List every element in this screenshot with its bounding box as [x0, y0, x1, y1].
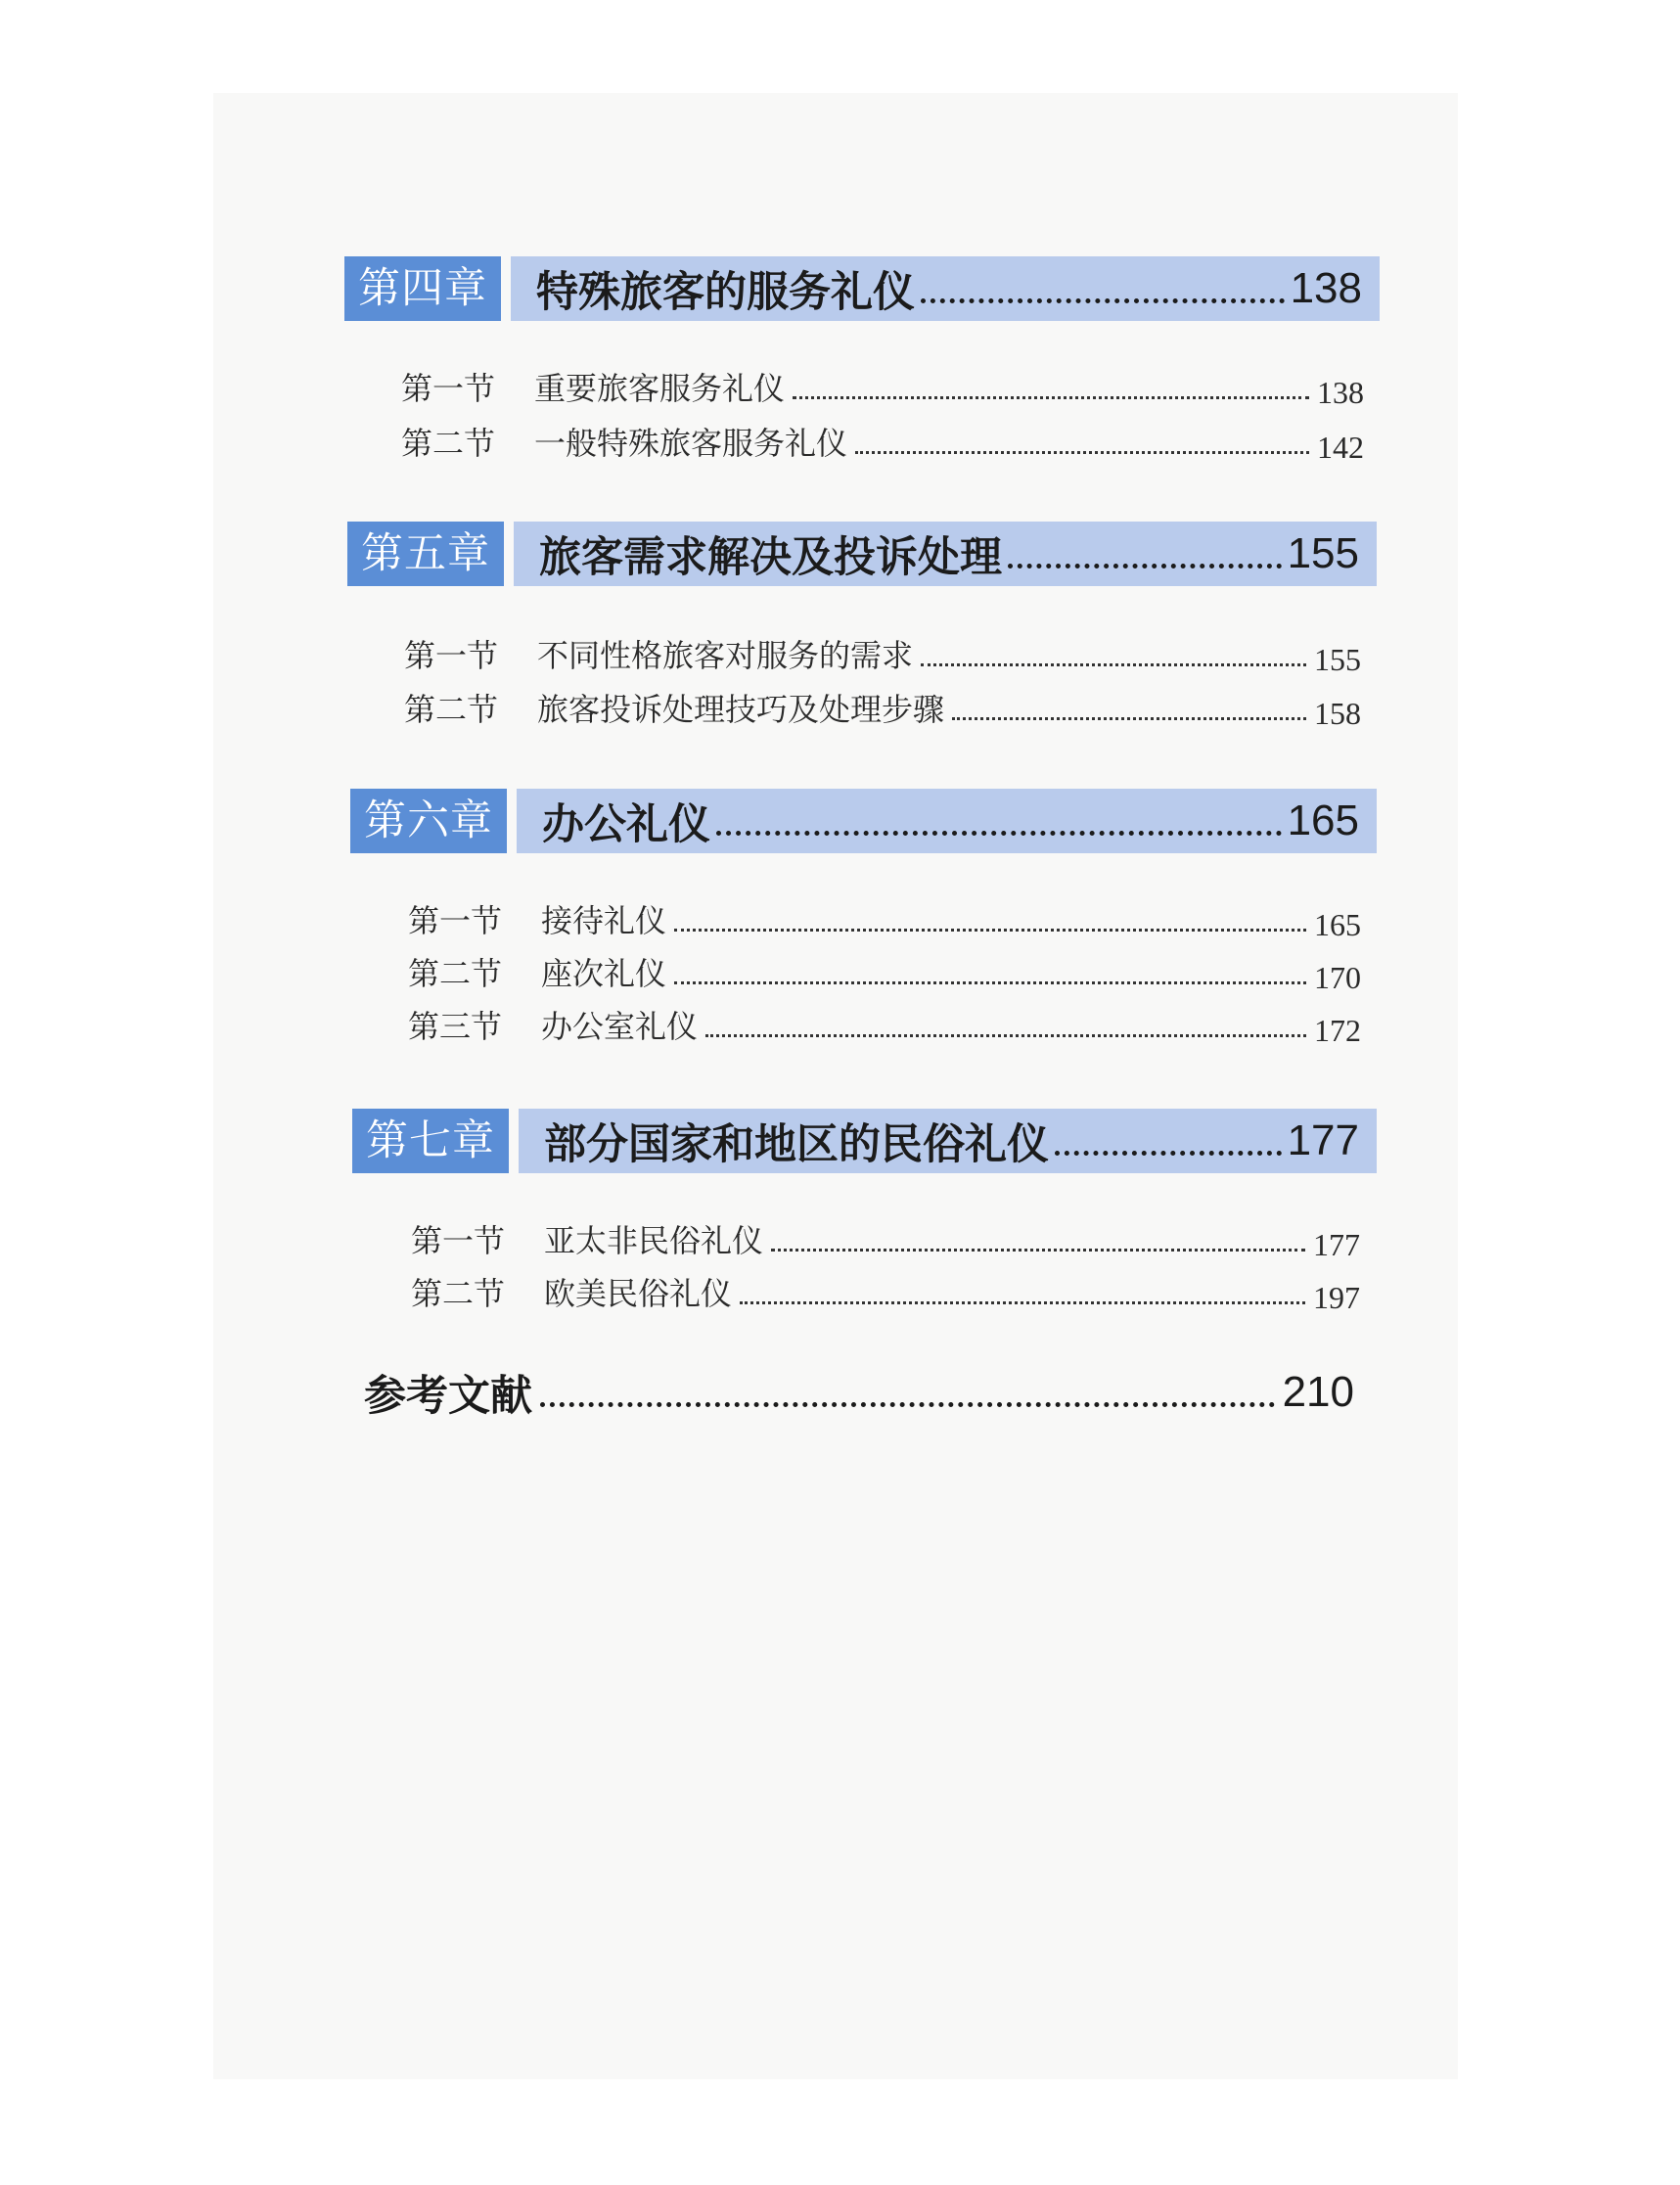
section-number: 第一节	[401, 370, 496, 407]
section-title: 不同性格旅客对服务的需求	[537, 637, 914, 674]
section-title: 一般特殊旅客服务礼仪	[534, 425, 848, 462]
chapter-label: 第四章	[344, 256, 501, 321]
dot-leader	[1055, 1151, 1282, 1156]
section-page-number: 165	[1314, 906, 1361, 942]
dot-leader	[705, 1034, 1306, 1037]
section-page-number: 138	[1317, 374, 1364, 410]
chapter-label: 第六章	[350, 789, 507, 853]
chapter-title: 特殊旅客的服务礼仪	[536, 267, 915, 317]
section-entry[interactable]	[401, 364, 1364, 409]
chapter-title: 办公礼仪	[542, 799, 710, 849]
dot-leader	[921, 663, 1306, 666]
section-entry[interactable]	[408, 896, 1361, 941]
section-title: 旅客投诉处理技巧及处理步骤	[537, 691, 945, 728]
section-page-number: 197	[1313, 1279, 1360, 1315]
section-number: 第二节	[411, 1275, 506, 1312]
references-title: 参考文献	[364, 1371, 532, 1421]
chapter-5-heading[interactable]	[347, 522, 1377, 586]
chapter-label: 第五章	[347, 522, 504, 586]
chapter-title: 部分国家和地区的民俗礼仪	[544, 1119, 1049, 1169]
references-page-number: 210	[1282, 1368, 1354, 1416]
references-entry[interactable]	[364, 1362, 1354, 1423]
chapter-4-heading[interactable]	[344, 256, 1380, 321]
chapter-title-bar	[519, 1109, 1377, 1173]
dot-leader	[674, 929, 1306, 932]
section-title: 座次礼仪	[541, 955, 667, 992]
chapter-page-number: 138	[1290, 264, 1362, 312]
section-entry[interactable]	[404, 631, 1361, 676]
section-title: 办公室礼仪	[541, 1008, 699, 1045]
dot-leader	[740, 1301, 1305, 1304]
section-entry[interactable]	[404, 685, 1361, 730]
chapter-label: 第七章	[352, 1109, 509, 1173]
section-number: 第一节	[404, 637, 499, 674]
section-title: 欧美民俗礼仪	[544, 1275, 733, 1312]
section-entry[interactable]	[401, 419, 1364, 464]
section-page-number: 142	[1317, 429, 1364, 465]
chapter-7-heading[interactable]	[352, 1109, 1377, 1173]
section-entry[interactable]	[408, 1002, 1361, 1047]
chapter-title-bar	[511, 256, 1380, 321]
section-number: 第一节	[411, 1222, 506, 1259]
dot-leader	[952, 717, 1306, 720]
chapter-page-number: 155	[1287, 529, 1359, 577]
section-title: 亚太非民俗礼仪	[544, 1222, 764, 1259]
section-page-number: 155	[1314, 641, 1361, 677]
section-number: 第一节	[408, 902, 503, 939]
section-page-number: 170	[1314, 959, 1361, 995]
dot-leader	[540, 1402, 1275, 1407]
chapter-title-bar	[514, 522, 1377, 586]
dot-leader	[921, 298, 1285, 303]
section-number: 第二节	[408, 955, 503, 992]
chapter-title-bar	[517, 789, 1377, 853]
section-number: 第二节	[401, 425, 496, 462]
dot-leader	[1008, 564, 1282, 569]
dot-leader	[771, 1249, 1305, 1252]
chapter-title: 旅客需求解决及投诉处理	[539, 532, 1002, 582]
dot-leader	[674, 981, 1306, 984]
section-page-number: 172	[1314, 1012, 1361, 1048]
chapter-6-heading[interactable]	[350, 789, 1377, 853]
section-entry[interactable]	[411, 1216, 1360, 1261]
section-page-number: 177	[1313, 1226, 1360, 1262]
section-number: 第二节	[404, 691, 499, 728]
section-number: 第三节	[408, 1008, 503, 1045]
section-entry[interactable]	[411, 1269, 1360, 1314]
section-title: 接待礼仪	[541, 902, 667, 939]
section-page-number: 158	[1314, 695, 1361, 731]
chapter-page-number: 177	[1287, 1116, 1359, 1164]
dot-leader	[716, 831, 1282, 836]
chapter-page-number: 165	[1287, 797, 1359, 844]
section-entry[interactable]	[408, 949, 1361, 994]
dot-leader	[793, 396, 1309, 399]
dot-leader	[855, 451, 1309, 454]
section-title: 重要旅客服务礼仪	[534, 370, 786, 407]
